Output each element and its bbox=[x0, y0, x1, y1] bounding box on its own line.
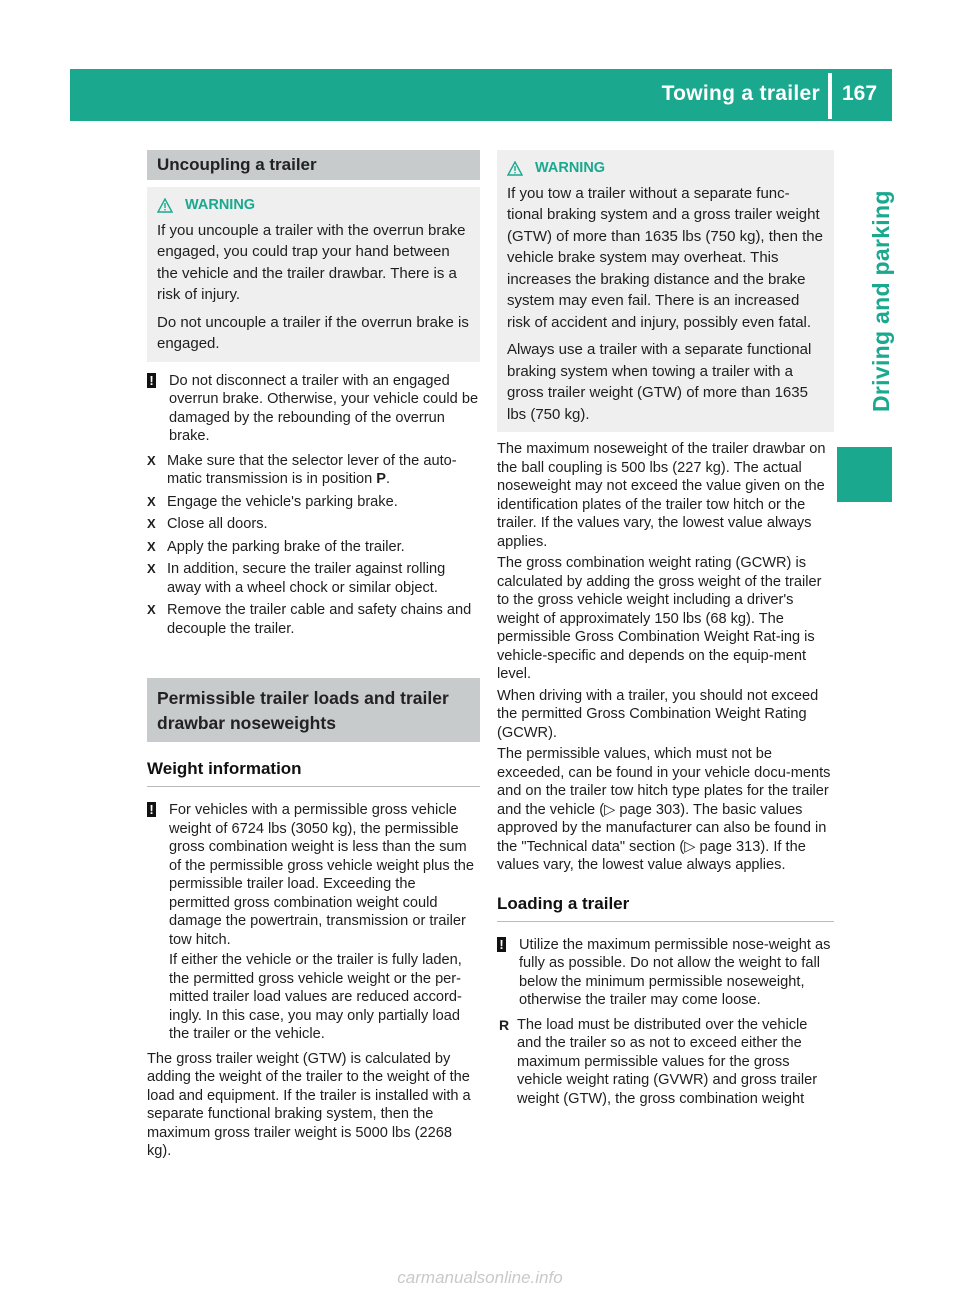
step-text: Engage the vehicle's parking brake. bbox=[167, 493, 398, 510]
warning-text: Always use a trailer with a separate functional braking system when towing a trailer with a gross trailer weight (GTW) of more than 1635 lbs (750 kg). bbox=[507, 341, 812, 423]
warning-title: WARNING bbox=[535, 160, 606, 176]
bullet-marker-icon: R bbox=[499, 1016, 510, 1033]
right-column bbox=[497, 150, 834, 1112]
page-title: Towing a trailer bbox=[661, 82, 820, 105]
step-marker-icon: X bbox=[147, 452, 156, 468]
warning-box bbox=[147, 187, 480, 362]
step-text: Apply the parking brake of the trailer. bbox=[167, 538, 405, 555]
warning-triangle-icon bbox=[507, 161, 523, 176]
left-column bbox=[147, 150, 480, 1164]
page-ref-icon: ▷ bbox=[604, 801, 616, 818]
notice-text: If either the vehicle or the trailer is fully laden, the permitted gross vehicle weight or the per-mitted trailer load values are reduced accord-ingly. In this case, you may only partially load the trailer or the vehicle. bbox=[169, 952, 462, 1042]
warning-header bbox=[157, 195, 470, 217]
notice-text: For vehicles with a permissible gross vehicle weight of 6724 lbs (3050 kg), the permissible gross combination weight is less than the sum of the permissible gross vehicle weight plus the permissible trailer load. Exceeding the permitted gross combination weight could damage the powertrain, transmission or trailer tow hitch. bbox=[169, 802, 475, 948]
step-item bbox=[147, 515, 480, 534]
step-text: In addition, secure the trailer against rolling away with a wheel chock or similar object. bbox=[167, 561, 446, 596]
side-tab-block bbox=[837, 447, 892, 502]
step-marker-icon: X bbox=[147, 516, 156, 531]
notice-icon: ! bbox=[147, 373, 156, 388]
gear-position: P bbox=[376, 471, 386, 487]
step-marker-icon: X bbox=[147, 493, 156, 509]
bullet-item bbox=[497, 1016, 834, 1109]
warning-text: If you tow a trailer without a separate func-tional braking system and a gross trailer weight (GTW) of more than 1635 lbs (750 kg), then the vehicle brake system may overheat. This increases the braking distance and the brake system may even fail. There is an increased risk of accident and injury, possibly even fatal. bbox=[507, 184, 823, 331]
body-paragraph: When driving with a trailer, you should not exceed the permitted Gross Combination Weight Rating (GCWR). bbox=[497, 687, 819, 741]
body-paragraph: The gross combination weight rating (GCWR) is calculated by adding the gross weight of the trailer to the gross vehicle weight including a driver's weight of approximately 150 lbs (68 kg). The permissible Gross Combination Weight Rat-ing is vehicle-specific and depends on the equip-ment level. bbox=[497, 555, 822, 682]
step-text-end: . bbox=[386, 471, 391, 487]
warning-text: Do not uncouple a trailer if the overrun brake is engaged. bbox=[157, 313, 469, 352]
text-run: ). If the values vary, the lowest value always applies. bbox=[497, 838, 806, 873]
step-item bbox=[147, 493, 480, 512]
side-tab-label: Driving and parking bbox=[868, 190, 894, 412]
step-item bbox=[147, 538, 480, 557]
body-paragraph bbox=[497, 745, 834, 875]
warning-box bbox=[497, 150, 834, 432]
notice-text: Utilize the maximum permissible nose-weight as fully as possible. Do not allow the weight to fall below the minimum permissible noseweight, otherwise the trailer may come loose. bbox=[519, 936, 831, 1008]
notice-block bbox=[147, 372, 480, 446]
warning-header bbox=[507, 158, 824, 180]
step-item bbox=[147, 560, 480, 597]
page-reference-link[interactable]: page 303 bbox=[619, 801, 681, 818]
page-ref-icon: ▷ bbox=[684, 838, 696, 855]
notice-icon: ! bbox=[147, 802, 156, 817]
body-paragraph: The gross trailer weight (GTW) is calculated by adding the weight of the trailer to the weight of the load and equipment. If the trailer is installed with a separate functional braking system, then the maximum gross trailer weight is 5000 lbs (2268 kg). bbox=[147, 1050, 471, 1159]
warning-title: WARNING bbox=[185, 197, 256, 213]
page-reference-link[interactable]: page 313 bbox=[699, 838, 761, 855]
step-item bbox=[147, 601, 480, 638]
notice-icon: ! bbox=[497, 937, 506, 952]
subheading-weight-information: Weight information bbox=[147, 749, 480, 787]
warning-text: If you uncouple a trailer with the overrun brake engaged, you could trap your hand between the vehicle and the trailer drawbar. There is a risk of injury. bbox=[157, 221, 466, 303]
text-run: The permissible values, which must not be exceeded, can be found in your vehicle docu-ments and on the trailer tow hitch type plates for the trailer and the vehicle ( bbox=[497, 746, 831, 818]
step-marker-icon: X bbox=[147, 602, 156, 617]
step-marker-icon: X bbox=[147, 561, 156, 576]
text-run: ). The basic values approved by the manufacturer can also be found in the "Technical data" section ( bbox=[497, 801, 827, 855]
step-text: Close all doors. bbox=[167, 516, 268, 532]
subheading-loading-trailer: Loading a trailer bbox=[497, 884, 834, 922]
notice-text: Do not disconnect a trailer with an engaged overrun brake. Otherwise, your vehicle could be damaged by the rebounding of the overrun brake. bbox=[169, 372, 479, 444]
notice-block bbox=[147, 801, 480, 1044]
watermark: carmanualsonline.info bbox=[397, 1268, 563, 1287]
notice-block bbox=[497, 936, 834, 1010]
step-item bbox=[147, 452, 480, 489]
page-number: 167 bbox=[842, 82, 878, 105]
warning-triangle-icon bbox=[157, 198, 173, 213]
section-heading-permissible-loads: Permissible trailer loads and trailer drawbar noseweights bbox=[147, 678, 480, 742]
step-text: Make sure that the selector lever of the auto-matic transmission is in position bbox=[167, 452, 457, 487]
bullet-text: The load must be distributed over the vehicle and the trailer so as not to exceed either the maximum permissible values for the gross vehicle weight rating (GVWR) and gross trailer weight (GTW), the gross combination weight bbox=[517, 1016, 818, 1107]
body-paragraph: The maximum noseweight of the trailer drawbar on the ball coupling is 500 lbs (227 kg). The actual noseweight may not exceed the value given on the identification plates of the trailer tow hitch or the trailer. If the values vary, the lowest value always applies. bbox=[497, 441, 826, 550]
header-divider bbox=[828, 73, 832, 119]
step-text: Remove the trailer cable and safety chains and decouple the trailer. bbox=[167, 602, 472, 637]
step-marker-icon: X bbox=[147, 538, 156, 554]
section-heading-uncoupling: Uncoupling a trailer bbox=[147, 150, 480, 180]
